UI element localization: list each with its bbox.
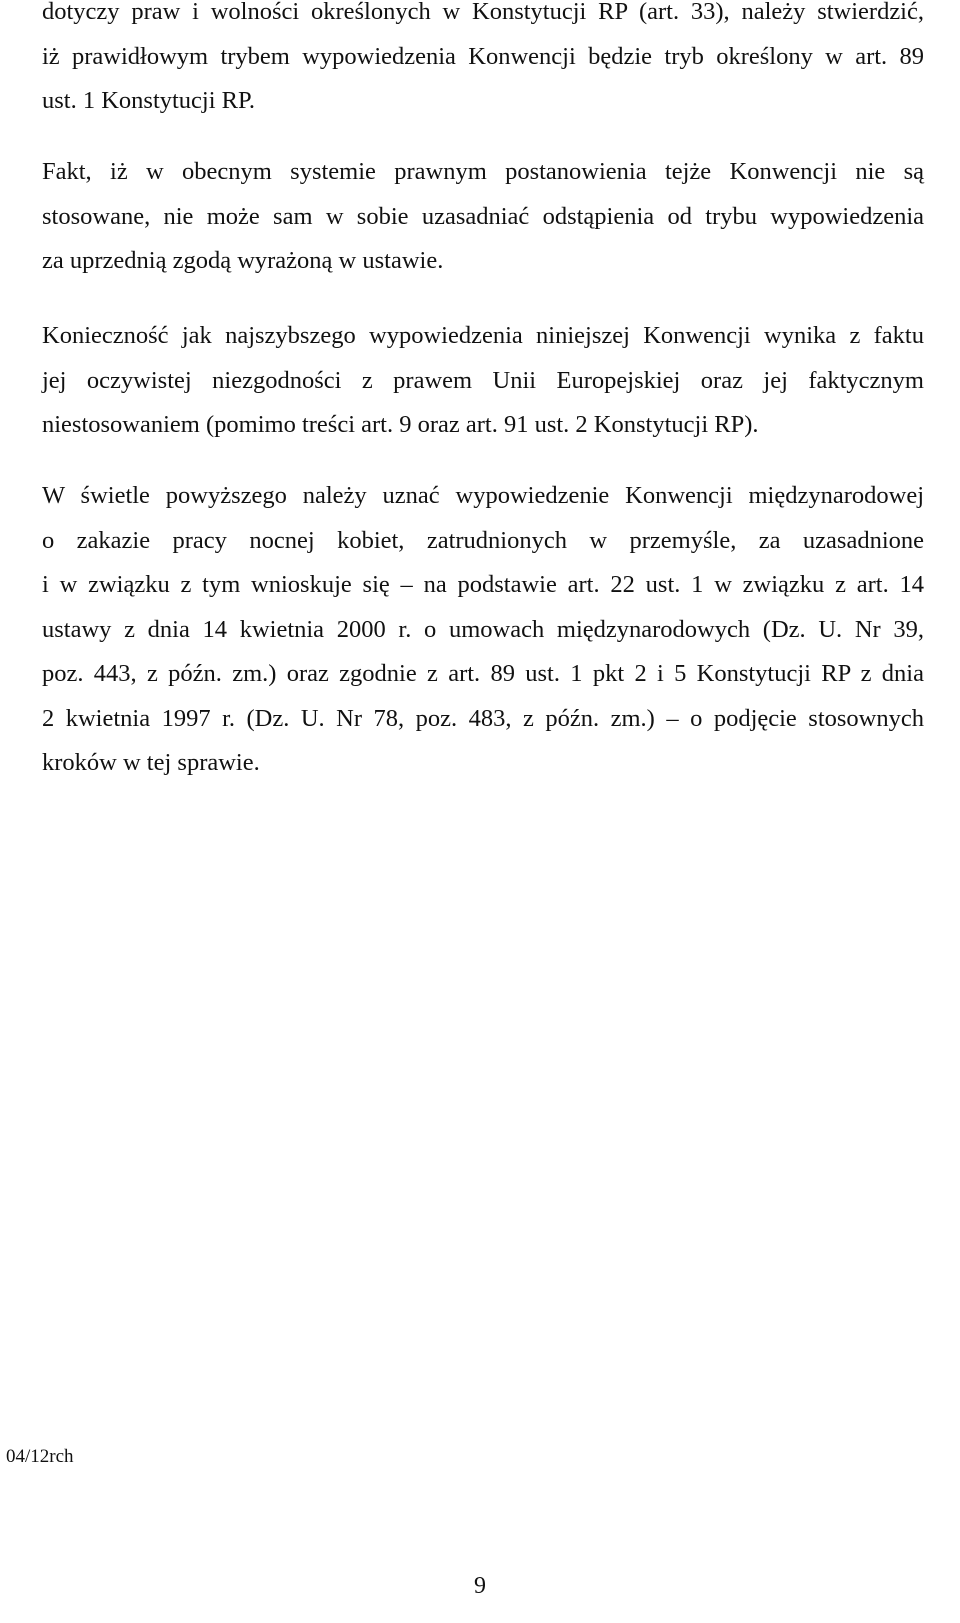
page-number: 9 bbox=[474, 1573, 486, 1599]
paragraph-line: 2 kwietnia 1997 r. (Dz. U. Nr 78, poz. 483, z późn. zm.) – o podjęcie stosownych bbox=[42, 704, 924, 732]
paragraph-line: kroków w tej sprawie. bbox=[42, 749, 260, 776]
paragraph-3 bbox=[42, 314, 924, 448]
paragraph-line: poz. 443, z późn. zm.) oraz zgodnie z art. 89 ust. 1 pkt 2 i 5 Konstytucji RP z dnia bbox=[42, 660, 924, 687]
paragraph-4 bbox=[42, 474, 924, 786]
document-code: 04/12rch bbox=[6, 1446, 74, 1467]
paragraph-line: ust. 1 Konstytucji RP. bbox=[42, 87, 256, 114]
paragraph-line: za uprzednią zgodą wyrażoną w ustawie. bbox=[42, 247, 444, 274]
paragraph-line: Fakt, iż w obecnym systemie prawnym postanowienia tejże Konwencji nie są bbox=[42, 158, 924, 185]
paragraph-line: stosowane, nie może sam w sobie uzasadniać odstąpienia od trybu wypowiedzenia bbox=[42, 202, 924, 230]
paragraph-2 bbox=[42, 150, 924, 284]
paragraph-line: ustawy z dnia 14 kwietnia 2000 r. o umowach międzynarodowych (Dz. U. Nr 39, bbox=[42, 615, 924, 643]
paragraph-line: Konieczność jak najszybszego wypowiedzenia niniejszej Konwencji wynika z faktu bbox=[42, 322, 924, 349]
paragraph-1 bbox=[42, 0, 924, 124]
paragraph-line: niestosowaniem (pomimo treści art. 9 oraz art. 91 ust. 2 Konstytucji RP). bbox=[42, 411, 759, 438]
paragraph-line: iż prawidłowym trybem wypowiedzenia Konwencji będzie tryb określony w art. 89 bbox=[42, 42, 924, 70]
paragraph-line: o zakazie pracy nocnej kobiet, zatrudnionych w przemyśle, za uzasadnione bbox=[42, 526, 924, 554]
paragraph-line: W świetle powyższego należy uznać wypowiedzenie Konwencji międzynarodowej bbox=[42, 482, 924, 509]
paragraph-line: i w związku z tym wnioskuje się – na podstawie art. 22 ust. 1 w związku z art. 14 bbox=[42, 571, 924, 598]
paragraph-line: jej oczywistej niezgodności z prawem Unii Europejskiej oraz jej faktycznym bbox=[42, 366, 924, 394]
paragraph-line: dotyczy praw i wolności określonych w Konstytucji RP (art. 33), należy stwierdzić, bbox=[42, 0, 924, 25]
